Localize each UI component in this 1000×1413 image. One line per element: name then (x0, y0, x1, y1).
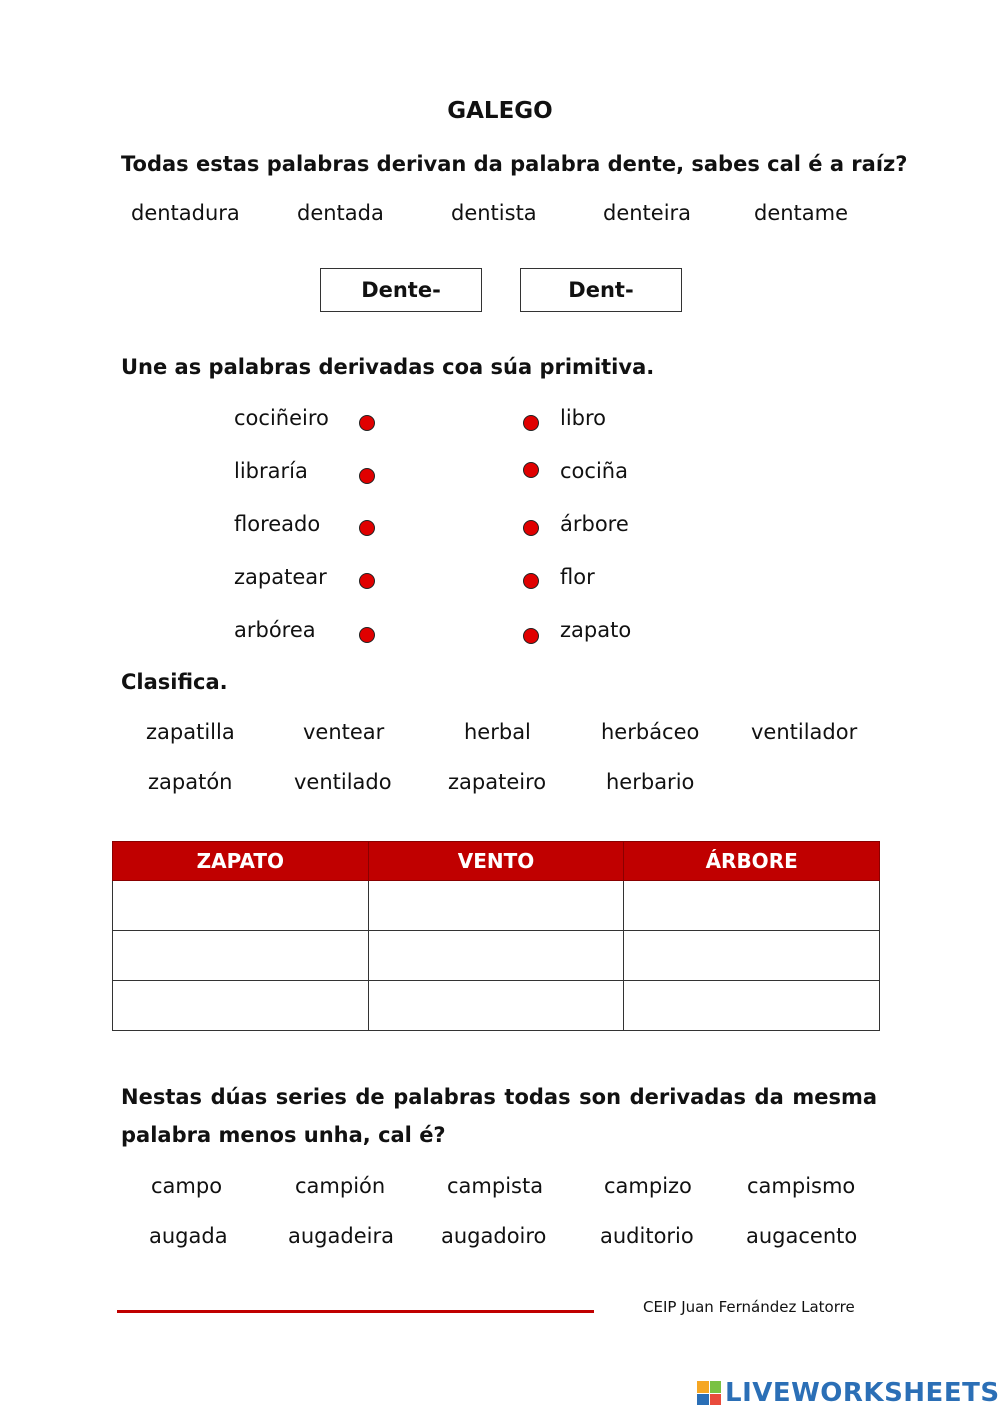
column-header-zapato: ZAPATO (113, 842, 369, 881)
table-cell (368, 981, 624, 1031)
liveworksheets-logo (697, 1378, 1000, 1408)
page-title: GALEGO (447, 98, 553, 124)
classify-word: ventilado (294, 770, 392, 794)
series1-word[interactable]: campo (151, 1174, 223, 1198)
question-match: Une as palabras derivadas coa súa primitiva. (121, 355, 655, 379)
series2-word[interactable]: augada (149, 1224, 228, 1248)
match-right-word: árbore (560, 512, 629, 536)
table-cell (113, 931, 369, 981)
table-cell (113, 881, 369, 931)
word-item: dentadura (131, 201, 240, 225)
table-cell (113, 981, 369, 1031)
classify-word: zapateiro (448, 770, 547, 794)
logo-text: LIVEWORKSHEETS (725, 1378, 1000, 1408)
school-name: CEIP Juan Fernández Latorre (643, 1298, 855, 1316)
question-classify: Clasifica. (121, 670, 228, 694)
classify-word: zapatón (148, 770, 233, 794)
classify-word: herbal (464, 720, 531, 744)
match-right-dot[interactable] (523, 573, 539, 589)
match-left-dot[interactable] (359, 520, 375, 536)
classify-word: herbáceo (601, 720, 700, 744)
series2-word[interactable]: auditorio (600, 1224, 694, 1248)
answer-option-dente[interactable]: Dente- (320, 268, 482, 312)
series2-word[interactable]: augadeira (288, 1224, 394, 1248)
table-cell (368, 881, 624, 931)
match-left-dot[interactable] (359, 415, 375, 431)
match-left-word: libraría (234, 459, 308, 483)
table-cell (624, 881, 880, 931)
classify-word: herbario (606, 770, 695, 794)
answer-input[interactable] (113, 981, 368, 1030)
classify-word: ventear (303, 720, 385, 744)
match-left-word: cociñeiro (234, 406, 329, 430)
liveworksheets-logo-icon (697, 1381, 721, 1405)
answer-input[interactable] (113, 931, 368, 980)
series1-word[interactable]: campizo (604, 1174, 692, 1198)
match-left-word: zapatear (234, 565, 327, 589)
series1-word[interactable]: campista (447, 1174, 544, 1198)
classify-word: zapatilla (146, 720, 235, 744)
classify-table (112, 841, 880, 1031)
match-left-dot[interactable] (359, 627, 375, 643)
word-item: dentista (451, 201, 537, 225)
table-header-row (113, 842, 880, 881)
series2-word[interactable]: augadoiro (441, 1224, 547, 1248)
table-row (113, 981, 880, 1031)
column-header-vento: VENTO (368, 842, 624, 881)
table-row (113, 931, 880, 981)
match-right-dot[interactable] (523, 520, 539, 536)
match-right-dot[interactable] (523, 462, 539, 478)
match-right-word: libro (560, 406, 607, 430)
match-left-dot[interactable] (359, 468, 375, 484)
table-cell (624, 931, 880, 981)
answer-input[interactable] (369, 931, 624, 980)
question-root: Todas estas palabras derivan da palabra dente, sabes cal é a raíz? (121, 152, 908, 176)
match-right-dot[interactable] (523, 415, 539, 431)
answer-input[interactable] (113, 881, 368, 930)
series1-word[interactable]: campión (295, 1174, 386, 1198)
match-left-dot[interactable] (359, 573, 375, 589)
answer-input[interactable] (369, 981, 624, 1030)
word-item: denteira (603, 201, 692, 225)
word-item: dentada (297, 201, 384, 225)
answer-input[interactable] (624, 931, 879, 980)
column-header-arbore: ÁRBORE (624, 842, 880, 881)
match-right-word: cociña (560, 459, 628, 483)
answer-input[interactable] (624, 981, 879, 1030)
table-row (113, 881, 880, 931)
match-left-word: floreado (234, 512, 321, 536)
series2-word[interactable]: augacento (746, 1224, 858, 1248)
table-cell (624, 981, 880, 1031)
classify-word: ventilador (751, 720, 858, 744)
match-left-word: arbórea (234, 618, 316, 642)
answer-option-dent[interactable]: Dent- (520, 268, 682, 312)
match-right-dot[interactable] (523, 628, 539, 644)
match-right-word: flor (560, 565, 595, 589)
series1-word[interactable]: campismo (747, 1174, 856, 1198)
question-odd-one-out: Nestas dúas series de palabras todas son derivadas da mesma palabra menos unha, cal é? (121, 1085, 877, 1147)
footer-divider (117, 1310, 594, 1313)
answer-input[interactable] (369, 881, 624, 930)
match-right-word: zapato (560, 618, 632, 642)
answer-input[interactable] (624, 881, 879, 930)
word-item: dentame (754, 201, 849, 225)
table-cell (368, 931, 624, 981)
